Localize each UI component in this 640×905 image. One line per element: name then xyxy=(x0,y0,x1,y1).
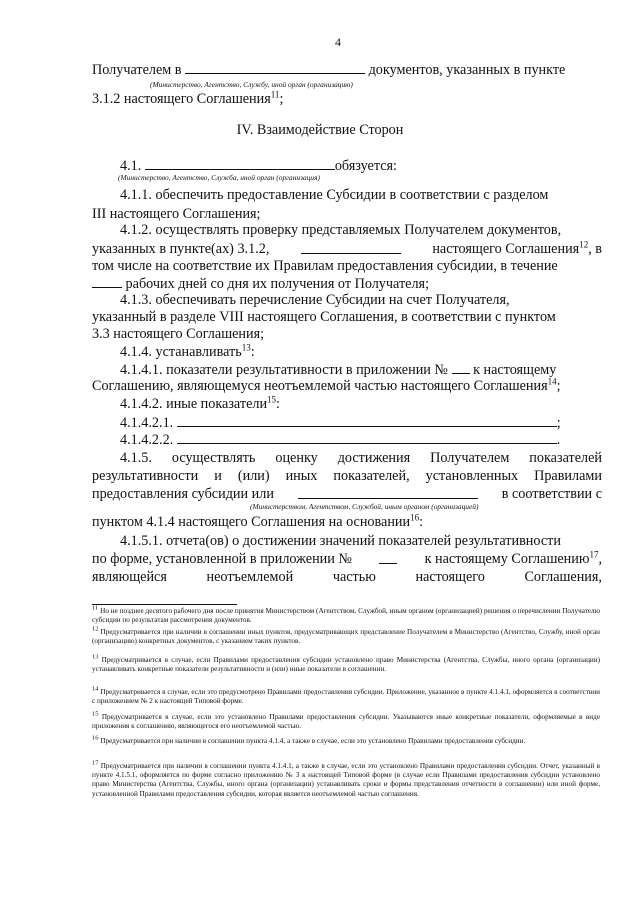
text-line xyxy=(92,550,602,568)
text-fragment: пунктом 4.1.4 настоящего Соглашения на основании xyxy=(92,514,411,530)
text-fragment: обязуется: xyxy=(334,158,397,174)
text-fragment: 4.1.4.2.1. xyxy=(120,415,174,431)
text-fragment: III настоящего Соглашения; xyxy=(92,206,261,222)
text-line xyxy=(92,257,602,275)
footnote-ref[interactable]: 17 xyxy=(589,549,599,560)
page-number: 4 xyxy=(335,35,341,49)
text-fragment: указанный в разделе VIII настоящего Соглашения, в соответствии с пунктом xyxy=(92,309,556,325)
blank-field[interactable] xyxy=(145,156,335,170)
text-line xyxy=(92,308,602,326)
text-line xyxy=(120,395,602,413)
text-fragment: настоящего xyxy=(415,569,485,585)
text-fragment: 4.1.1. обеспечить предоставление Субсидии в соответствии с разделом xyxy=(120,187,549,203)
text-line xyxy=(92,325,602,343)
footnote-text: Но не позднее десятого рабочего дня после принятия Министерством (Агентством, Службой, иным органом (организацией) решения о перечислении Получателю субсидии по результатам рассмотрения документов. xyxy=(92,607,601,625)
footnote xyxy=(92,710,601,731)
text-fragment: указанных в пункте(ах) 3.1.2, xyxy=(92,241,270,257)
footnote-text: Предусматривается при наличии в соглашении пункта 4.1.4.1, а также в случае, если это установлено Правилами предоставления субсидии. Отчет, указанный в пункте 4.1.5.1, оформляется по форме согласно приложению № 3 к настоящей Типовой форме (в случае если Правилами предоставления субсидии установлено право Министерства (Агентства, Службы, иного органа (организации) устанавливать сроки и формы представления отчетности в соглашении) или иной форме, установленной Правилами предоставления субсидии, которая является неотъемлемой частью соглашения. xyxy=(92,762,601,798)
footnote-number: 13 xyxy=(92,653,99,661)
footnote-text: Предусматривается в случае, если это установлено Правилами предоставления субсидии. Указываются иные конкретные показатели, оформляемые в виде приложения к соглашению, являющегося его неотъемлемой частью. xyxy=(92,713,601,731)
text-line xyxy=(120,291,602,309)
text-line: результативности и (или) иных показателей, установленных Правилами xyxy=(92,468,602,484)
footnote-text: Предусматривается в случае, если Правилами предоставления субсидии установлено право Министерства (Агентства, Службы, иного органа (организации) устанавливать конкретные показатели результативности и (или) иные показатели в соглашении. xyxy=(92,656,601,674)
footnote-ref[interactable]: 11 xyxy=(270,89,280,100)
text-fragment: 4.1.3. обеспечивать перечисление Субсидии на счет Получателя, xyxy=(120,292,510,308)
text-fragment: в соответствии с xyxy=(501,486,602,502)
field-caption: (Министерством, Агентством, Службой, иным органом (организацией) xyxy=(250,502,479,511)
text-line xyxy=(120,186,602,204)
footnote xyxy=(92,734,600,746)
footnote-text: Предусматривается при наличии в соглашении пункта 4.1.4, а также в случае, если это установлено Правилами предоставления субсидии. xyxy=(100,737,526,745)
text-line xyxy=(92,240,602,258)
blank-field[interactable] xyxy=(92,274,122,288)
text-line xyxy=(120,221,602,239)
text-fragment: 4.1. xyxy=(120,158,142,174)
text-fragment: 4.1.4.2. иные показатели xyxy=(120,396,268,412)
text-fragment: по форме, установленной в приложении № xyxy=(92,551,352,567)
text-fragment: настоящего Соглашения xyxy=(432,241,580,257)
blank-field[interactable] xyxy=(301,240,401,254)
text-line xyxy=(92,90,602,108)
text-line xyxy=(92,513,602,531)
text-line xyxy=(120,430,602,449)
footnote-ref[interactable]: 16 xyxy=(410,512,420,523)
blank-field[interactable] xyxy=(298,485,478,499)
text-fragment: к настоящему xyxy=(473,362,557,378)
text-fragment: к настоящему Соглашению xyxy=(424,551,590,567)
text-fragment: неотъемлемой xyxy=(206,569,294,585)
text-fragment: 4.1.4.2.2. xyxy=(120,432,174,448)
footnote-ref[interactable]: 14 xyxy=(547,376,557,387)
field-caption: (Министерство, Агентство, Служба, иной орган (организация) xyxy=(118,173,320,182)
text-fragment: : xyxy=(276,396,280,412)
footnote-ref[interactable]: 13 xyxy=(241,342,251,353)
footnote xyxy=(92,759,601,799)
footnote xyxy=(92,653,601,674)
footnote-number: 11 xyxy=(92,604,99,612)
text-fragment: рабочих дней со дня их получения от Получателя; xyxy=(125,276,430,292)
text-fragment: 4.1.4.1. показатели результативности в приложении № xyxy=(120,362,448,378)
text-fragment: Получателем в xyxy=(92,62,182,78)
footnote-text: Предусматривается в случае, если это предусмотрено Правилами предоставления субсидии. Приложение, указанное в пункте 4.1.4.1, оформляется в соответствии с приложением № 2 к настоящей Типовой форме. xyxy=(92,688,600,706)
text-fragment: 4.1.5.1. отчета(ов) о достижении значений показателей результативности xyxy=(120,533,561,549)
text-fragment: Соглашению, являющемуся неотъемлемой частью настоящего Соглашения xyxy=(92,378,548,394)
blank-field[interactable] xyxy=(177,430,557,444)
text-fragment: : xyxy=(419,514,424,530)
section-heading: IV. Взаимодействие Сторон xyxy=(236,122,404,138)
blank-field[interactable] xyxy=(177,413,557,427)
text-fragment: 3.3 настоящего Соглашения; xyxy=(92,326,265,342)
text-fragment: предоставления субсидии или xyxy=(92,486,274,502)
footnote-number: 12 xyxy=(92,625,99,633)
text-line xyxy=(92,485,602,503)
text-fragment: ; xyxy=(556,415,561,431)
text-fragment: , xyxy=(598,551,602,567)
footnote xyxy=(92,625,601,646)
text-fragment: частью xyxy=(332,569,376,585)
text-fragment: документов, указанных в пункте xyxy=(368,62,566,78)
text-fragment: ; xyxy=(556,378,561,394)
blank-field[interactable] xyxy=(185,60,365,74)
text-line xyxy=(92,568,602,586)
footnote-number: 15 xyxy=(92,710,99,718)
footnote-text: Предусматривается при наличии в соглашении иных пунктов, предусматривающих представление Получателем в Министерство (Агентство, Службу, иной орган (организацию) конкретных документов, с указанием таких пунктов. xyxy=(92,628,601,646)
text-fragment: 4.1.2. осуществлять проверку представляемых Получателем документов, xyxy=(120,222,562,238)
footnote-ref[interactable]: 12 xyxy=(579,239,589,250)
text-fragment: , в xyxy=(588,241,602,257)
field-caption: (Министерство, Агентство, Службу, иной орган (организацию) xyxy=(150,80,353,89)
footnote-number: 16 xyxy=(92,734,99,742)
blank-field[interactable] xyxy=(379,550,397,564)
text-line xyxy=(120,343,602,361)
footnote xyxy=(92,685,600,706)
text-line: 4.1.5. осуществлять оценку достижения Получателем показателей xyxy=(120,450,602,466)
text-fragment: ; xyxy=(279,91,284,107)
text-line xyxy=(92,377,602,395)
text-fragment: 3.1.2 настоящего Соглашения xyxy=(92,91,271,107)
text-fragment: том числе на соответствие их Правилам предоставления субсидии, в течение xyxy=(92,258,558,274)
text-fragment: являющейся xyxy=(92,569,167,585)
text-line xyxy=(92,60,602,79)
footnote-number: 14 xyxy=(92,685,99,693)
blank-field[interactable] xyxy=(452,360,470,374)
footnote-ref[interactable]: 15 xyxy=(267,394,277,405)
text-fragment: . xyxy=(556,432,561,448)
text-fragment: 4.1.4. устанавливать xyxy=(120,344,242,360)
footnote-number: 17 xyxy=(92,759,99,767)
text-fragment: Соглашения, xyxy=(524,569,602,585)
text-fragment: : xyxy=(250,344,255,360)
footnote xyxy=(92,604,601,625)
footnote-divider xyxy=(92,604,237,605)
text-line xyxy=(120,532,602,550)
